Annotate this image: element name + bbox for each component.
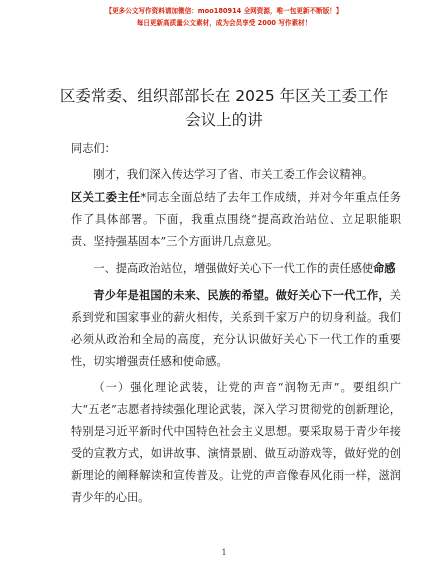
paragraph-2-text: 关系到党和国家事业的薪火相传，关系到千家万户的切身利益。我们必须从政治和全局的高度，充分认识做好关心下一代工作的重要性，切实增强责任感和使命感。 — [71, 289, 401, 368]
paragraph-2-lead: 青少年是祖国的未来、民族的希望。做好关心下一代工作， — [93, 288, 390, 302]
heading-1-text: 一、提高政治站位，增强做好关心下一代工作的责任感使 — [93, 262, 374, 275]
heading-1-tail: 命感 — [373, 261, 396, 275]
paragraph-1b-text: *同志全面总结了去年工作成绩，并对今年重点任务作了具体部署。下面，我重点围绕“提高政治站位、立足职能职责、坚持强基固本”三个方面讲几点意见。 — [71, 191, 401, 248]
promo-banner — [0, 6, 448, 28]
paragraph-1b — [71, 186, 401, 253]
greeting: 同志们： — [71, 142, 116, 155]
title-line-1: 区委常委、组织部部长在 2025 年区关工委工作 — [59, 87, 389, 105]
paragraph-1: 刚才，我们深入传达学习了省、市关工委工作会议精神。 — [93, 168, 374, 181]
heading-1 — [71, 257, 401, 280]
page-number: 1 — [221, 548, 227, 557]
promo-line-2: 每日更新高质量公文素材，成为会员享受 2000 写作素材！ — [136, 19, 312, 27]
paragraph-2 — [71, 284, 401, 373]
promo-line-1: 【更多公文写作资料请加微信：moo180914 全网资源，唯一包更新不断版！】 — [105, 7, 343, 15]
paragraph-1b-lead: 区关工委主任 — [71, 190, 141, 204]
document-title — [40, 84, 408, 132]
paragraph-3: （一）强化理论武装，让党的声音“润物无声”。要组织广大“五老”志愿者持续强化理论武装，深入学习贯彻党的创新理论，特别是习近平新时代中国特色社会主义思想。要采取易于青少年接受的宣教方式，如讲故事、演情景剧、做互动游戏等，做好党的创新理论的阐释解读和宣传普及。让党的声音像春风化雨一样，滋润青少年的心田。 — [71, 381, 401, 504]
document-body — [71, 138, 401, 509]
title-line-2: 会议上的讲 — [185, 111, 263, 129]
